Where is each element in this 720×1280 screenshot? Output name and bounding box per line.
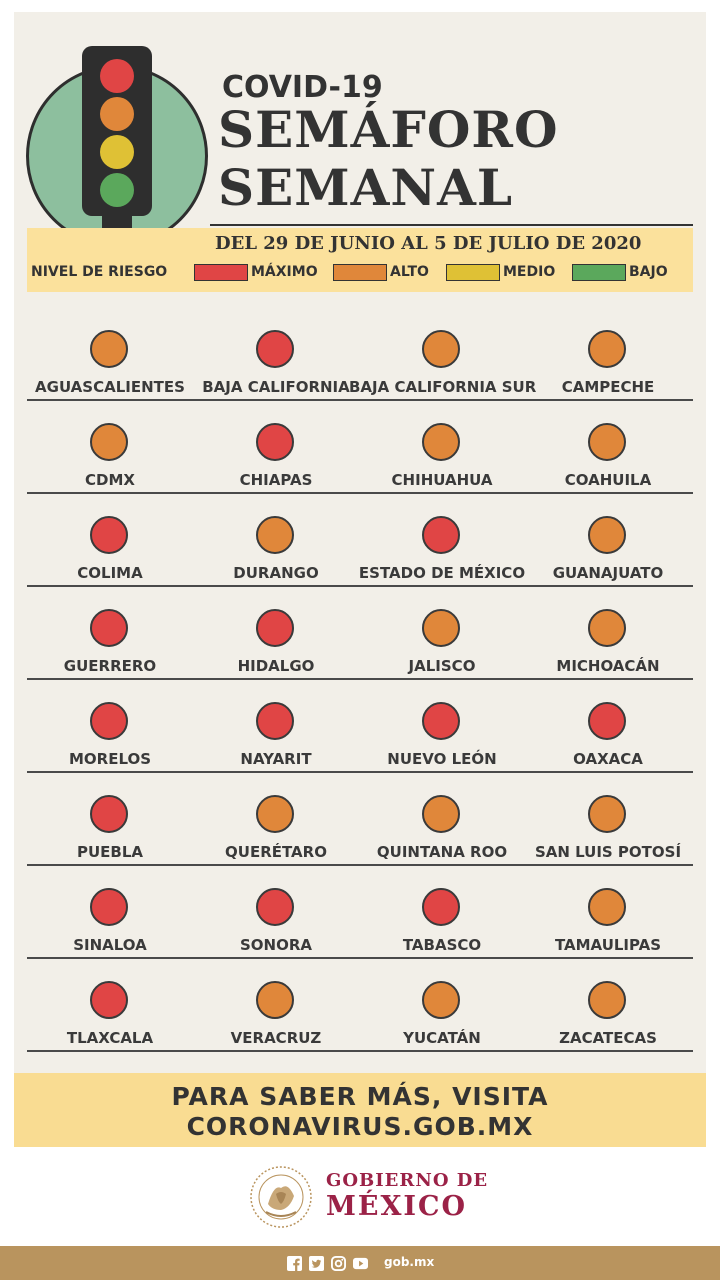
risk-dot	[422, 516, 460, 554]
facebook-icon[interactable]	[287, 1256, 302, 1271]
risk-dot	[256, 888, 294, 926]
risk-dot	[588, 888, 626, 926]
state-name: CAMPECHE	[561, 378, 655, 396]
risk-dot	[90, 981, 128, 1019]
state-cell	[27, 328, 193, 398]
mexico-seal-icon	[248, 1164, 314, 1230]
state-name: MICHOACÁN	[556, 657, 660, 675]
state-cell	[27, 979, 193, 1049]
state-cell	[27, 421, 193, 491]
state-cell	[27, 514, 193, 584]
state-row	[27, 700, 693, 793]
row-divider	[27, 1050, 693, 1052]
risk-dot	[422, 423, 460, 461]
risk-dot	[422, 888, 460, 926]
state-name: AGUASCALIENTES	[35, 378, 185, 396]
risk-dot	[90, 423, 128, 461]
state-cell	[193, 700, 359, 770]
state-name: BAJA CALIFORNIA	[202, 378, 350, 396]
state-name: HIDALGO	[237, 657, 315, 675]
state-row	[27, 979, 693, 1072]
risk-dot	[588, 609, 626, 647]
risk-dot	[588, 702, 626, 740]
state-grid	[27, 328, 693, 1072]
state-cell	[525, 793, 691, 863]
risk-dot	[90, 609, 128, 647]
state-name: YUCATÁN	[403, 1029, 481, 1047]
state-name: TAMAULIPAS	[554, 936, 662, 954]
risk-dot	[256, 795, 294, 833]
state-cell	[525, 514, 691, 584]
row-divider	[27, 771, 693, 773]
title-line-1: SEMÁFORO	[218, 100, 559, 159]
state-row	[27, 328, 693, 421]
state-cell	[27, 793, 193, 863]
state-name: SONORA	[239, 936, 313, 954]
state-name: COAHUILA	[564, 471, 652, 489]
risk-dot	[422, 330, 460, 368]
risk-dot	[588, 423, 626, 461]
title-line-2: SEMANAL	[218, 158, 514, 217]
state-name: QUINTANA ROO	[376, 843, 508, 861]
state-name: JALISCO	[408, 657, 476, 675]
state-cell	[359, 421, 525, 491]
state-cell	[193, 514, 359, 584]
state-cell	[193, 607, 359, 677]
cta-text: PARA SABER MÁS, VISITA	[171, 1082, 549, 1111]
legend-swatch-medio	[446, 264, 500, 281]
risk-dot	[90, 702, 128, 740]
orange-lamp-icon	[100, 97, 134, 131]
row-divider	[27, 864, 693, 866]
state-cell	[193, 979, 359, 1049]
instagram-icon[interactable]	[331, 1256, 346, 1271]
state-cell	[359, 607, 525, 677]
row-divider	[27, 492, 693, 494]
state-name: DURANGO	[233, 564, 319, 582]
state-name: ZACATECAS	[559, 1029, 657, 1047]
state-cell	[525, 700, 691, 770]
state-cell	[27, 886, 193, 956]
state-row	[27, 607, 693, 700]
risk-dot	[588, 516, 626, 554]
risk-dot	[256, 516, 294, 554]
state-cell	[525, 328, 691, 398]
state-name: GUERRERO	[63, 657, 157, 675]
state-cell	[525, 886, 691, 956]
legend-label-bajo: BAJO	[629, 264, 668, 280]
risk-dot	[90, 330, 128, 368]
risk-dot	[422, 981, 460, 1019]
state-cell	[359, 886, 525, 956]
cta-banner	[14, 1073, 706, 1147]
state-name: QUERÉTARO	[225, 843, 327, 861]
cta-url-link[interactable]: CORONAVIRUS.GOB.MX	[186, 1112, 534, 1141]
state-cell	[27, 607, 193, 677]
row-divider	[27, 957, 693, 959]
state-name: CDMX	[85, 471, 135, 489]
state-cell	[525, 421, 691, 491]
row-divider	[27, 585, 693, 587]
risk-dot	[422, 609, 460, 647]
legend-swatch-alto	[333, 264, 387, 281]
title-divider	[210, 224, 693, 226]
state-cell	[193, 328, 359, 398]
risk-dot	[256, 330, 294, 368]
risk-dot	[256, 423, 294, 461]
legend-swatch-maximo	[194, 264, 248, 281]
state-cell	[193, 421, 359, 491]
state-row	[27, 793, 693, 886]
risk-dot	[90, 795, 128, 833]
gov-logo-line-1: GOBIERNO DE	[326, 1170, 489, 1191]
state-name: GUANAJUATO	[552, 564, 664, 582]
risk-dot	[90, 888, 128, 926]
risk-dot	[90, 516, 128, 554]
state-name: SAN LUIS POTOSÍ	[534, 843, 682, 861]
state-name: SINALOA	[73, 936, 147, 954]
state-cell	[193, 886, 359, 956]
state-cell	[349, 328, 537, 398]
legend-label-maximo: MÁXIMO	[251, 264, 318, 280]
youtube-icon[interactable]	[353, 1256, 368, 1271]
risk-dot	[588, 795, 626, 833]
state-cell	[359, 514, 525, 584]
green-lamp-icon	[100, 173, 134, 207]
state-row	[27, 886, 693, 979]
state-name: VERACRUZ	[230, 1029, 322, 1047]
state-name: OAXACA	[573, 750, 643, 768]
covid-title: COVID-19	[222, 70, 383, 105]
legend-swatch-bajo	[572, 264, 626, 281]
risk-dot	[422, 795, 460, 833]
state-name: CHIAPAS	[239, 471, 313, 489]
twitter-icon[interactable]	[309, 1256, 324, 1271]
risk-dot	[588, 330, 626, 368]
state-cell	[359, 793, 525, 863]
state-cell	[193, 793, 359, 863]
yellow-lamp-icon	[100, 135, 134, 169]
legend-label-alto: ALTO	[390, 264, 429, 280]
risk-dot	[256, 981, 294, 1019]
risk-dot	[256, 702, 294, 740]
state-cell	[525, 979, 691, 1049]
state-name: TLAXCALA	[66, 1029, 154, 1047]
risk-dot	[588, 981, 626, 1019]
state-row	[27, 514, 693, 607]
state-name: MORELOS	[68, 750, 152, 768]
state-cell	[525, 607, 691, 677]
state-name: NUEVO LEÓN	[387, 750, 497, 768]
state-name: ESTADO DE MÉXICO	[358, 564, 526, 582]
red-lamp-icon	[100, 59, 134, 93]
date-range: DEL 29 DE JUNIO AL 5 DE JULIO DE 2020	[215, 233, 642, 254]
row-divider	[27, 678, 693, 680]
gob-mx-link[interactable]: gob.mx	[384, 1255, 435, 1269]
legend-label-medio: MEDIO	[503, 264, 556, 280]
row-divider	[27, 399, 693, 401]
state-name: NAYARIT	[240, 750, 312, 768]
risk-dot	[256, 609, 294, 647]
state-name: COLIMA	[77, 564, 143, 582]
risk-level-label: NIVEL DE RIESGO	[31, 264, 168, 280]
state-name: PUEBLA	[76, 843, 144, 861]
state-cell	[27, 700, 193, 770]
state-row	[27, 421, 693, 514]
gov-logo-line-2: MÉXICO	[326, 1191, 468, 1222]
risk-dot	[422, 702, 460, 740]
state-cell	[359, 979, 525, 1049]
state-name: BAJA CALIFORNIA SUR	[349, 378, 537, 396]
state-name: CHIHUAHUA	[391, 471, 493, 489]
state-cell	[359, 700, 525, 770]
state-name: TABASCO	[402, 936, 482, 954]
